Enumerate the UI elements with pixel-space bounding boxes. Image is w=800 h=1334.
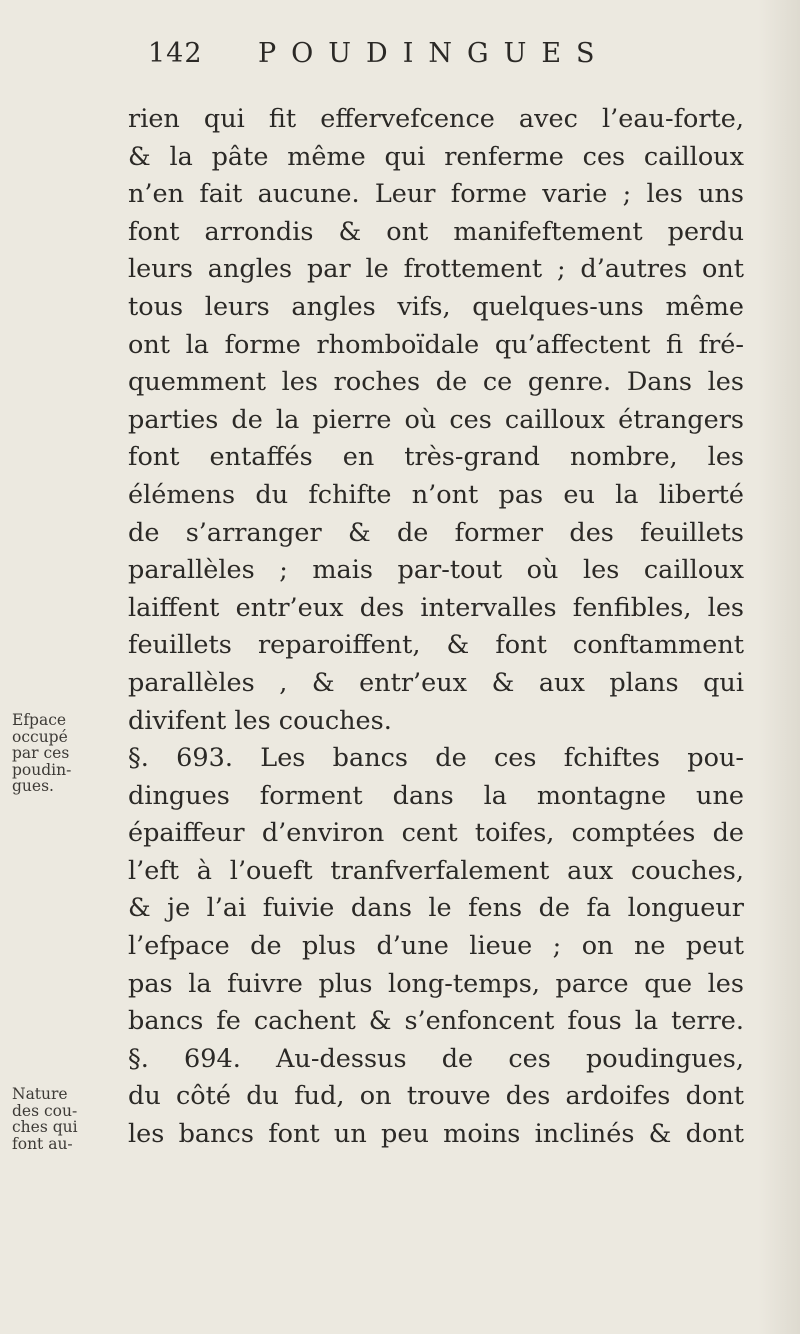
- page-number: 142: [148, 38, 203, 69]
- text-line: les bancs font un peu moins inclinés & dont: [128, 1119, 744, 1150]
- text-line: quemment les roches de ce genre. Dans les: [128, 367, 744, 398]
- marginal-line: poudin-: [12, 760, 72, 779]
- page-edge-shadow: [758, 0, 800, 1334]
- text-line: parties de la pierre où ces cailloux étrangers: [128, 404, 744, 435]
- body-text: [128, 101, 744, 1154]
- section-693-line: §. 693. Les bancs de ces fchiftes pou-: [128, 743, 744, 774]
- text-line: & la pâte même qui renferme ces cailloux: [128, 141, 744, 172]
- running-title: POUDINGUES: [258, 38, 610, 69]
- text-line: font entaffés en très-grand nombre, les: [128, 442, 744, 473]
- marginal-note-nature: [12, 1086, 118, 1152]
- marginal-line: font au-: [12, 1134, 73, 1153]
- text-line: font arrondis & ont manifeftement perdu: [128, 216, 744, 247]
- text-line: tous leurs angles vifs, quelques-uns même: [128, 291, 744, 322]
- text-line: n’en fait aucune. Leur forme varie ; les uns: [128, 179, 744, 210]
- marginal-line: Nature: [12, 1085, 68, 1103]
- text-line: élémens du fchifte n’ont pas eu la liberté: [128, 479, 744, 510]
- marginal-note-espace: [12, 712, 118, 795]
- text-line: ont la forme rhomboïdale qu’affectent fi fré-: [128, 329, 744, 360]
- text-line: feuillets reparoiffent, & font conftamment: [128, 630, 744, 661]
- text-line: & je l’ai fuivie dans le fens de fa longueur: [128, 893, 744, 924]
- text-line: de s’arranger & de former des feuillets: [128, 517, 744, 548]
- text-line: dingues forment dans la montagne une: [128, 780, 744, 811]
- text-line: l’eft à l’oueft tranfverfalement aux couches,: [128, 855, 744, 886]
- text-line: l’efpace de plus d’une lieue ; on ne peut: [128, 931, 744, 962]
- text-line: pas la fuivre plus long-temps, parce que les: [128, 968, 744, 999]
- marginal-line: gues.: [12, 777, 54, 795]
- text-line: parallèles ; mais par-tout où les cailloux: [128, 555, 744, 586]
- text-line: laiffent entr’eux des intervalles fenfibles, les: [128, 592, 744, 623]
- text-line: rien qui fit effervefcence avec l’eau-forte,: [128, 104, 744, 134]
- marginal-line: par ces: [12, 744, 70, 762]
- text-line: leurs angles par le frottement ; d’autres ont: [128, 254, 744, 285]
- marginal-line: occupé: [12, 727, 68, 746]
- text-line: parallèles , & entr’eux & aux plans qui: [128, 667, 744, 698]
- marginal-line: des cou-: [12, 1101, 78, 1120]
- text-line: épaiffeur d’environ cent toifes, comptées de: [128, 818, 744, 849]
- section-694-line: §. 694. Au-dessus de ces poudingues,: [128, 1043, 744, 1074]
- marginal-line: Efpace: [12, 711, 67, 729]
- text-line: divifent les couches.: [128, 705, 392, 736]
- text-line: du côté du fud, on trouve des ardoifes dont: [128, 1081, 744, 1112]
- marginal-line: ches qui: [12, 1118, 78, 1136]
- page-header: [148, 38, 610, 82]
- text-line: bancs fe cachent & s’enfoncent fous la terre.: [128, 1006, 744, 1037]
